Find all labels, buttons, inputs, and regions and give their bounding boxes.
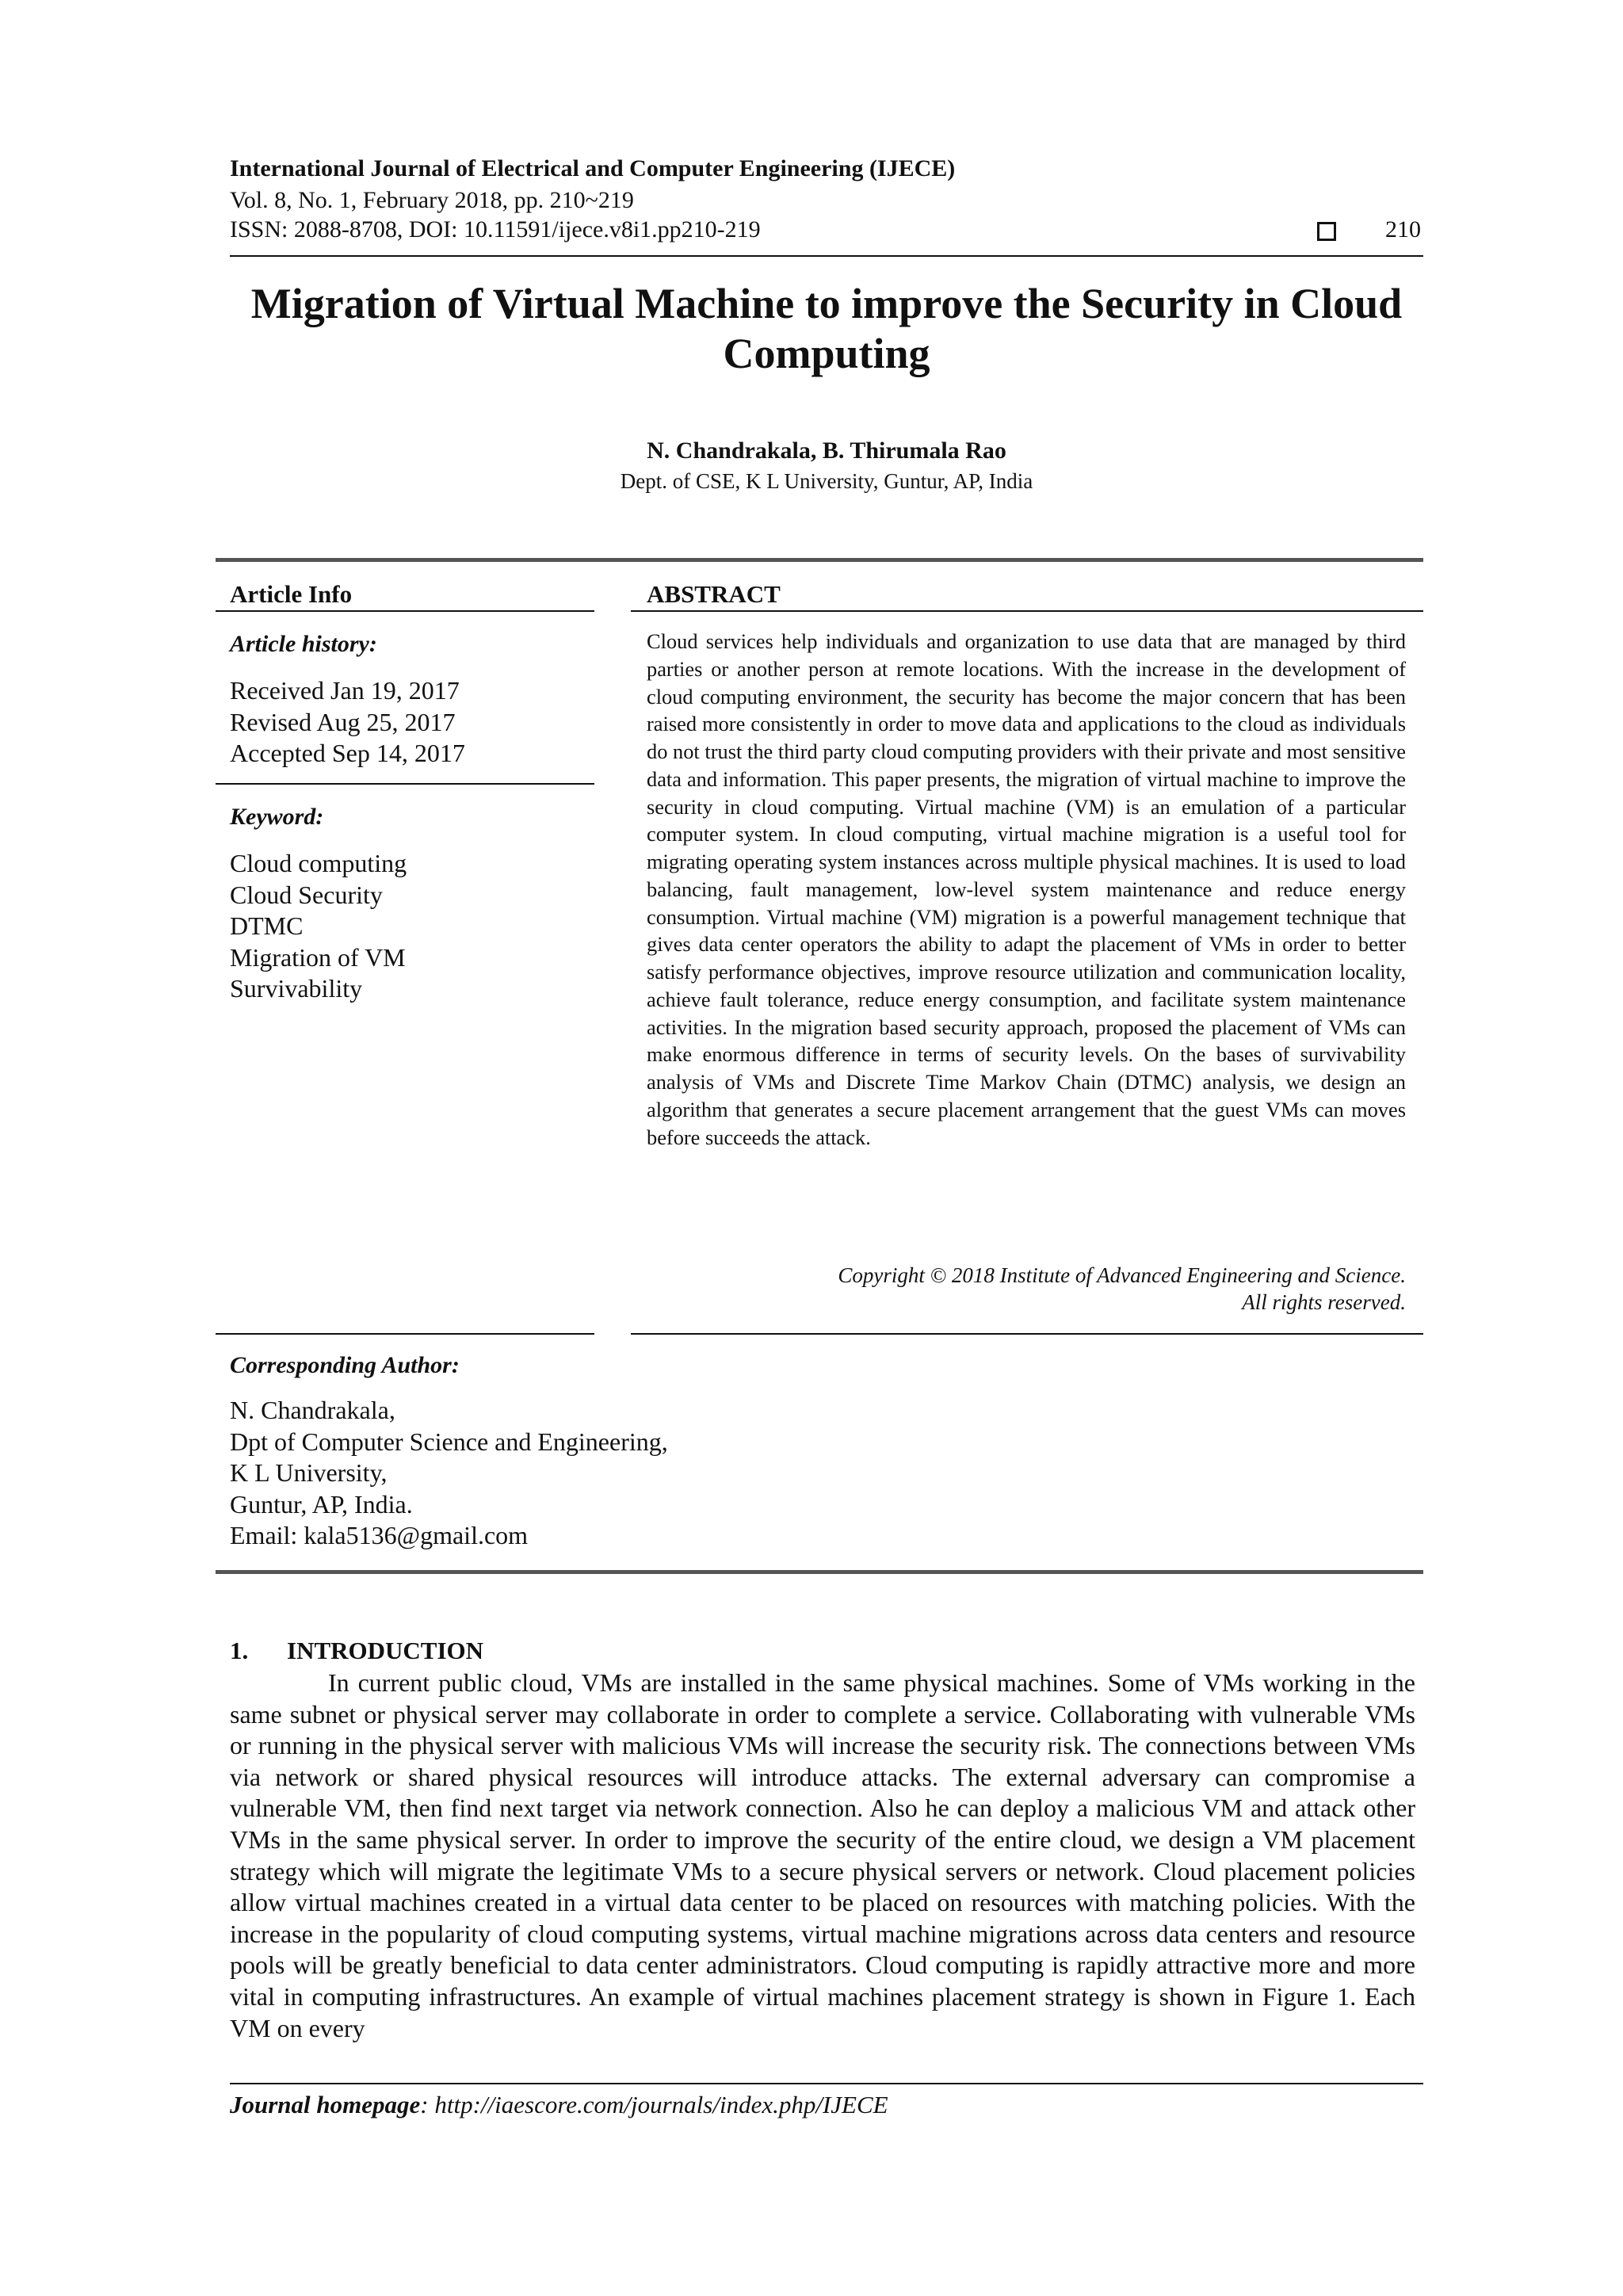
author-location: Guntur, AP, India. <box>230 1489 413 1519</box>
keyword-item: Migration of VM <box>230 942 406 972</box>
history-accepted: Accepted Sep 14, 2017 <box>230 739 465 767</box>
paper-title: Migration of Virtual Machine to improve the Security in Cloud Computing <box>250 280 1403 377</box>
footer-rule <box>230 2083 1423 2084</box>
keyword-list <box>230 848 407 1005</box>
author-department: Dpt of Computer Science and Engineering, <box>230 1427 668 1456</box>
abstract-rule <box>631 610 1423 612</box>
section-heading <box>230 1637 483 1665</box>
article-history-list <box>230 675 465 770</box>
left-bottom-rule <box>216 1333 594 1335</box>
author-university: K L University, <box>230 1458 388 1487</box>
article-info-heading: Article Info <box>230 580 353 608</box>
checkbox-icon <box>1317 222 1336 241</box>
page-number: 210 <box>1385 216 1421 243</box>
copyright-line: Copyright © 2018 Institute of Advanced Engineering and Science. <box>838 1263 1406 1287</box>
corresponding-author <box>230 1395 668 1552</box>
keyword-item: Survivability <box>230 974 363 1003</box>
keyword-item: Cloud Security <box>230 880 383 909</box>
introduction-paragraph: In current public cloud, VMs are installed in the same physical machines. Some of VMs working in the same subnet or physical server may collaborate in order to complete a service. Collaborating with vulnerable VMs or running in the physical server with malicious VMs will increase the security risk. The connections between VMs via network or shared physical resources will introduce attacks. The external adversary can compromise a vulnerable VM, then find next target via network connection. Also he can deploy a malicious VM and attack other VMs in the same physical server. In order to improve the security of the entire cloud, we design a VM placement strategy which will migrate the legitimate VMs to a secure physical servers or network. Cloud placement policies allow virtual machines created in a virtual data center to be placed on resources with matching policies. With the increase in the popularity of cloud computing systems, virtual machine migrations across data centers and resource pools will be greatly beneficial to data center administrators. Cloud computing is rapidly attractive more and more vital in computing infrastructures. An example of virtual machines placement strategy is shown in Figure 1. Each VM on every <box>230 1668 1415 2042</box>
author-email: Email: kala5136@gmail.com <box>230 1521 529 1549</box>
article-history-heading: Article history: <box>230 631 377 657</box>
volume-info: Vol. 8, No. 1, February 2018, pp. 210~219 <box>230 187 634 213</box>
introduction-body <box>230 1668 1415 2044</box>
copyright-notice <box>647 1262 1406 1316</box>
journal-name: International Journal of Electrical and Computer Engineering (IJECE) <box>230 155 956 181</box>
article-info-rule <box>216 610 594 612</box>
keyword-item: Cloud computing <box>230 849 407 877</box>
authors: N. Chandrakala, B. Thirumala Rao <box>647 437 1006 464</box>
abstract-text: Cloud services help individuals and organization to use data that are managed by third parties or another person at remote locations. With the increase in the development of cloud computing environment, the security has become the major concern that has been raised more consistently in order to move data and applications to the cloud as individuals do not trust the third party cloud computing providers with their private and most sensitive data and information. This paper presents, the migration of virtual machine to improve the security in cloud computing. Virtual machine (VM) is an emulation of a particular computer system. In cloud computing, virtual machine migration is a useful tool for migrating operating system instances across multiple physical machines. It is used to load balancing, fault management, low-level system maintenance and reduce energy consumption. Virtual machine (VM) migration is a powerful management technique that gives data center operators the ability to adapt the placement of VMs in order to better satisfy performance objectives, improve resource utilization and communication locality, achieve fault tolerance, reduce energy consumption, and facilitate system maintenance activities. In the migration based security approach, proposed the placement of VMs can make enormous difference in terms of security levels. On the bases of survivability analysis of VMs and Discrete Time Markov Chain (DTMC) analysis, we design an algorithm that generates a secure placement arrangement that the guest VMs can moves before succeeds the attack. <box>647 629 1406 1149</box>
keyword-item: DTMC <box>230 911 304 940</box>
corresponding-heading: Corresponding Author: <box>230 1352 460 1378</box>
author-name: N. Chandrakala, <box>230 1396 395 1424</box>
abstract-bottom-rule <box>631 1333 1423 1335</box>
affiliation: Dept. of CSE, K L University, Guntur, AP, India <box>620 469 1033 493</box>
journal-homepage <box>230 2091 888 2119</box>
rights-line: All rights reserved. <box>1242 1290 1406 1314</box>
frontmatter-bottom-rule <box>216 1570 1423 1574</box>
section-title: INTRODUCTION <box>287 1637 484 1664</box>
abstract-heading: ABSTRACT <box>647 580 781 608</box>
frontmatter-top-rule <box>216 558 1423 562</box>
header-rule <box>230 255 1423 257</box>
homepage-label: Journal homepage <box>230 2091 421 2118</box>
history-received: Received Jan 19, 2017 <box>230 676 460 705</box>
keyword-heading: Keyword: <box>230 804 324 830</box>
history-rule <box>216 783 594 785</box>
issn-doi: ISSN: 2088-8708, DOI: 10.11591/ijece.v8i1.pp210-219 <box>230 216 761 243</box>
history-revised: Revised Aug 25, 2017 <box>230 707 456 736</box>
homepage-link[interactable]: : http://iaescore.com/journals/index.php/IJECE <box>420 2091 888 2118</box>
section-number: 1. <box>230 1637 249 1664</box>
